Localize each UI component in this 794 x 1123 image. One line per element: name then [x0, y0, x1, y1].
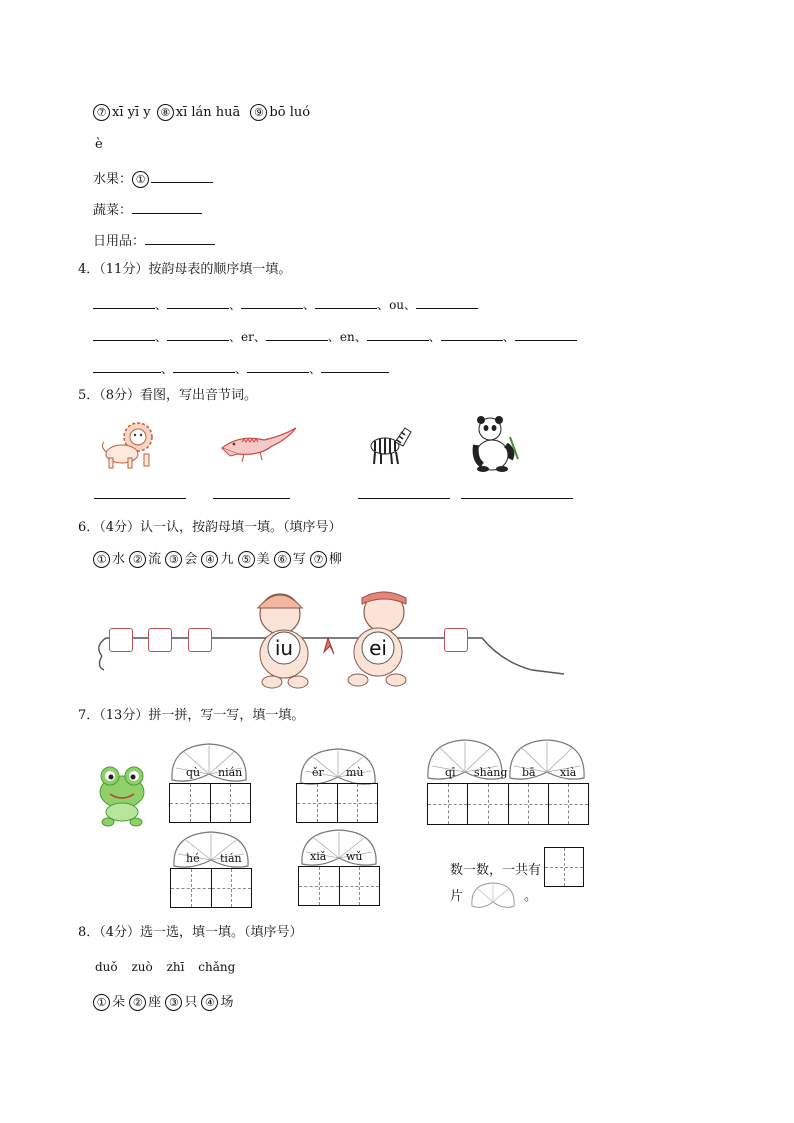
option-char: 美 [256, 552, 270, 567]
daily-row [93, 232, 215, 250]
option-pinyin: xī yī y [112, 105, 151, 120]
writing-grid-qunian[interactable] [169, 783, 251, 823]
count-text: 数一数，一共有 [450, 863, 542, 878]
option-number: ② [129, 551, 146, 568]
veg-label: 蔬菜： [93, 203, 133, 218]
option-number: ② [129, 994, 146, 1011]
q4-row3 [93, 360, 389, 377]
lotus-leaf-4 [170, 828, 252, 872]
separator: 、 [354, 330, 367, 344]
option-number: ④ [201, 994, 218, 1011]
veg-blank[interactable] [132, 201, 202, 214]
separator: 、 [309, 362, 322, 376]
lotus-leaf-5 [298, 826, 380, 870]
answer-line-crocodile[interactable] [213, 498, 290, 499]
pinyin-xia2: xiǎ [310, 850, 327, 863]
option-pinyin: xī lán huā [175, 105, 241, 120]
q4-title: 4．（11分）按韵母表的顺序填一填。 [78, 262, 292, 277]
separator: 、 [502, 330, 515, 344]
vowel-blank[interactable] [367, 328, 429, 341]
vowel-blank[interactable] [93, 328, 155, 341]
writing-grid-qishangbaxia[interactable] [427, 783, 589, 825]
option-number: ⑨ [250, 104, 267, 121]
option-char: 会 [184, 552, 198, 567]
option-number: ⑤ [238, 551, 255, 568]
separator: 、 [229, 330, 242, 344]
option-char: 朵 [112, 995, 126, 1010]
writing-grid-hetian[interactable] [170, 868, 252, 908]
separator: 、 [229, 298, 242, 312]
vowel-blank[interactable] [515, 328, 577, 341]
separator: 、 [155, 330, 168, 344]
veg-row [93, 201, 202, 219]
separator: 、 [155, 298, 168, 312]
option-char: 只 [184, 995, 198, 1010]
option-char: 水 [112, 552, 126, 567]
q8-pinyin-row [95, 960, 235, 975]
pinyin-nian: nián [218, 766, 243, 779]
vowel-blank[interactable] [266, 328, 328, 341]
vowel-blank[interactable] [93, 296, 155, 309]
q8-options [93, 994, 233, 1011]
count-box[interactable] [544, 847, 584, 887]
left-bear-label: iu [274, 636, 294, 660]
vowel-blank[interactable] [321, 360, 389, 373]
given-en: en [339, 330, 355, 344]
option-number: ① [93, 994, 110, 1011]
pinyin-mu: mù [346, 766, 364, 779]
fruit-first-answer: ① [132, 171, 149, 188]
answer-box-ei-1[interactable] [444, 628, 468, 652]
vowel-blank[interactable] [241, 296, 303, 309]
count-unit: 片 [450, 889, 464, 904]
vowel-blank[interactable] [416, 296, 478, 309]
option-char: 柳 [328, 552, 342, 567]
vowel-blank[interactable] [173, 360, 235, 373]
option-char: 座 [148, 995, 162, 1010]
pinyin-qu: qù [186, 766, 201, 779]
option-char: 九 [220, 552, 234, 567]
vowel-blank[interactable] [167, 296, 229, 309]
vowel-blank[interactable] [315, 296, 377, 309]
q4-row1 [93, 296, 478, 313]
pinyin-er: ěr [312, 766, 324, 779]
separator: 、 [303, 298, 316, 312]
crocodile-picture [220, 426, 298, 466]
separator: 、 [327, 330, 340, 344]
option-number: ③ [165, 551, 182, 568]
q6-options [93, 551, 342, 568]
q3-options-line1 [93, 104, 310, 121]
separator: 、 [404, 298, 417, 312]
answer-box-iu-2[interactable] [148, 628, 172, 652]
option-number: ⑥ [274, 551, 291, 568]
pinyin-duo: duǒ [95, 960, 118, 974]
option-number: ③ [165, 994, 182, 1011]
answer-line-lion[interactable] [94, 498, 186, 499]
separator: 、 [428, 330, 441, 344]
vowel-blank[interactable] [441, 328, 503, 341]
q4-row2 [93, 328, 577, 345]
small-lotus-leaf [468, 880, 518, 912]
zebra-picture [365, 422, 415, 466]
answer-box-iu-1[interactable] [109, 628, 133, 652]
lion-picture [100, 420, 162, 470]
frog-picture [94, 762, 150, 828]
q5-title: 5．（8分）看图，写出音节词。 [78, 388, 258, 403]
pinyin-zuo: zuò [131, 960, 153, 974]
pinyin-wu: wǔ [346, 850, 363, 863]
pinyin-tian: tián [220, 852, 242, 865]
separator: 、 [161, 362, 174, 376]
option-char: 流 [148, 552, 162, 567]
separator: 、 [377, 298, 390, 312]
given-ou: ou [389, 298, 405, 312]
fruit-label: 水果： [93, 172, 133, 187]
count-end: 。 [524, 889, 538, 904]
option-number: ④ [201, 551, 218, 568]
writing-grid-ermu[interactable] [296, 783, 378, 823]
option-char: 写 [292, 552, 306, 567]
answer-line-panda[interactable] [461, 498, 573, 499]
fruit-row [93, 170, 213, 188]
answer-line-zebra[interactable] [358, 498, 450, 499]
vowel-blank[interactable] [247, 360, 309, 373]
q3-options-line2: è [95, 137, 103, 152]
q7-title: 7．（13分）拼一拼，写一写，填一填。 [78, 708, 305, 723]
separator: 、 [253, 330, 266, 344]
fruit-blank[interactable] [151, 170, 213, 183]
pinyin-qi: qī [445, 766, 456, 779]
pinyin-shang: shàng [474, 766, 508, 779]
answer-box-iu-3[interactable] [188, 628, 212, 652]
writing-grid-xiawu[interactable] [298, 866, 380, 906]
pinyin-he: hé [186, 852, 200, 865]
option-char: 场 [220, 995, 234, 1010]
q6-title: 6．（4分）认一认，按韵母填一填。（填序号） [78, 520, 342, 535]
option-number: ① [93, 551, 110, 568]
pinyin-chang: chǎng [198, 960, 236, 974]
panda-picture [470, 415, 522, 473]
separator: 、 [235, 362, 248, 376]
daily-blank[interactable] [145, 232, 215, 245]
q8-title: 8．（4分）选一选，填一填。（填序号） [78, 925, 303, 940]
option-number: ⑦ [310, 551, 327, 568]
vowel-blank[interactable] [167, 328, 229, 341]
pinyin-zhi: zhī [166, 960, 185, 974]
given-er: er [241, 330, 254, 344]
right-bear-label: ei [369, 636, 387, 660]
pinyin-ba: bā [522, 766, 536, 779]
daily-label: 日用品： [93, 234, 146, 249]
option-number: ⑧ [157, 104, 174, 121]
option-number: ⑦ [93, 104, 110, 121]
lotus-leaf-1 [168, 740, 250, 786]
option-pinyin: bō luó [269, 105, 311, 120]
vowel-blank[interactable] [93, 360, 161, 373]
pinyin-xia: xià [560, 766, 577, 779]
